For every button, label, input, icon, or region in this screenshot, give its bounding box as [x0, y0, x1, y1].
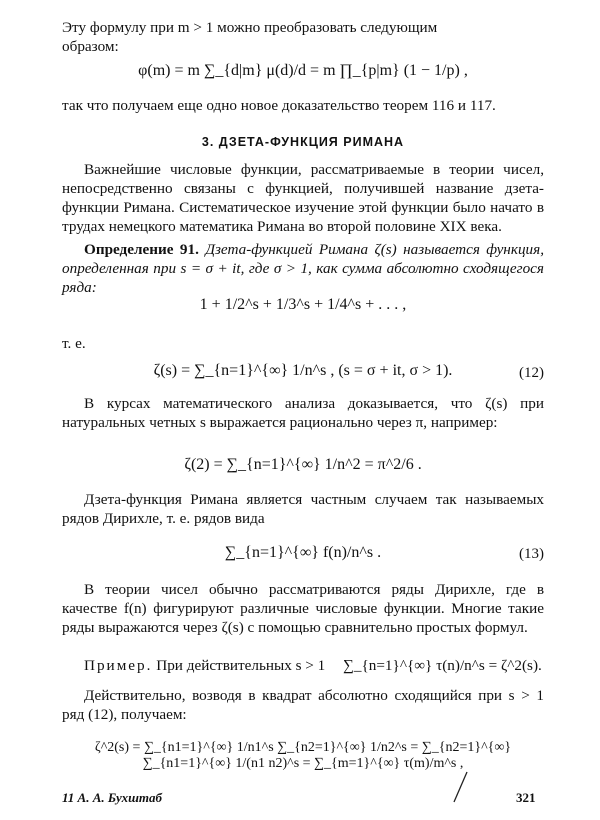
pen-mark	[450, 770, 470, 804]
formula-zeta-squared: ζ^2(s) = ∑_{n1=1}^{∞} 1/n1^s ∑_{n2=1}^{∞} 1/n2^s = ∑_{n2=1}^{∞} ∑_{n1=1}^{∞} 1/(n1 n2)^s = ∑_{m=1}^{∞} τ(m)/m^s ,	[94, 740, 512, 771]
intro-line-2: образом:	[62, 38, 119, 55]
equation-number-13: (13)	[519, 546, 544, 562]
paragraph-squaring: Действительно, возводя в квадрат абсолютно сходящийся при s > 1 ряд (12), получаем:	[62, 687, 544, 723]
equation-number-12: (12)	[519, 365, 544, 381]
definition-label: Определение 91.	[84, 241, 199, 258]
intro-line-1: Эту формулу при m > 1 можно преобразовать следующим	[62, 19, 438, 36]
footer-signature: 11 А. А. Бухштаб	[62, 790, 163, 805]
paragraph-zeta-intro: Важнейшие числовые функции, рассматриваемые в теории чисел, непосредственно связаны с функцией, получившей название дзета-функции Римана. Систематическое изучение этой функции было начато в трудах немецкого математика Римана во второй половине XIX века.	[62, 161, 544, 235]
definition-91	[62, 240, 544, 297]
formula-series: 1 + 1/2^s + 1/3^s + 1/4^s + . . . ,	[199, 296, 407, 313]
paragraph-intro	[62, 18, 544, 56]
example-text: При действительных s > 1	[156, 657, 326, 674]
section-title: 3. ДЗЕТА-ФУНКЦИЯ РИМАНА	[201, 135, 405, 149]
formula-12: ζ(s) = ∑_{n=1}^{∞} 1/n^s , (s = σ + it, σ > 1).	[153, 362, 453, 379]
example-line	[62, 656, 544, 675]
page-number: 321	[516, 790, 536, 805]
example-label: Пример.	[84, 657, 153, 674]
formula-13: ∑_{n=1}^{∞} f(n)/n^s .	[224, 544, 382, 561]
formula-zeta2: ζ(2) = ∑_{n=1}^{∞} 1/n^2 = π^2/6 .	[184, 456, 422, 473]
formula-phi: φ(m) = m ∑_{d|m} μ(d)/d = m ∏_{p|m} (1 − 1/p) ,	[138, 62, 468, 79]
formula-example: ∑_{n=1}^{∞} τ(n)/n^s = ζ^2(s).	[343, 657, 542, 674]
paragraph-analysis: В курсах математического анализа доказывается, что ζ(s) при натуральных четных s выражается рационально через π, например:	[62, 395, 544, 431]
paragraph-theorems: так что получаем еще одно новое доказательство теорем 116 и 117.	[62, 97, 496, 114]
definition-text: Дзета-функцией Римана ζ(s) называется функция, определенная при s = σ + it, где σ > 1, как сумма абсолютно сходящегося ряда:	[62, 241, 544, 296]
text-te: т. е.	[62, 335, 86, 352]
paragraph-dirichlet: Дзета-функция Римана является частным случаем так называемых рядов Дирихле, т. е. рядов вида	[62, 491, 544, 527]
paragraph-number-theory: В теории чисел обычно рассматриваются ряды Дирихле, где в качестве f(n) фигурируют различные числовые функции. Многие такие ряды выражаются через ζ(s) с помощью сравнительно простых формул.	[62, 581, 544, 636]
